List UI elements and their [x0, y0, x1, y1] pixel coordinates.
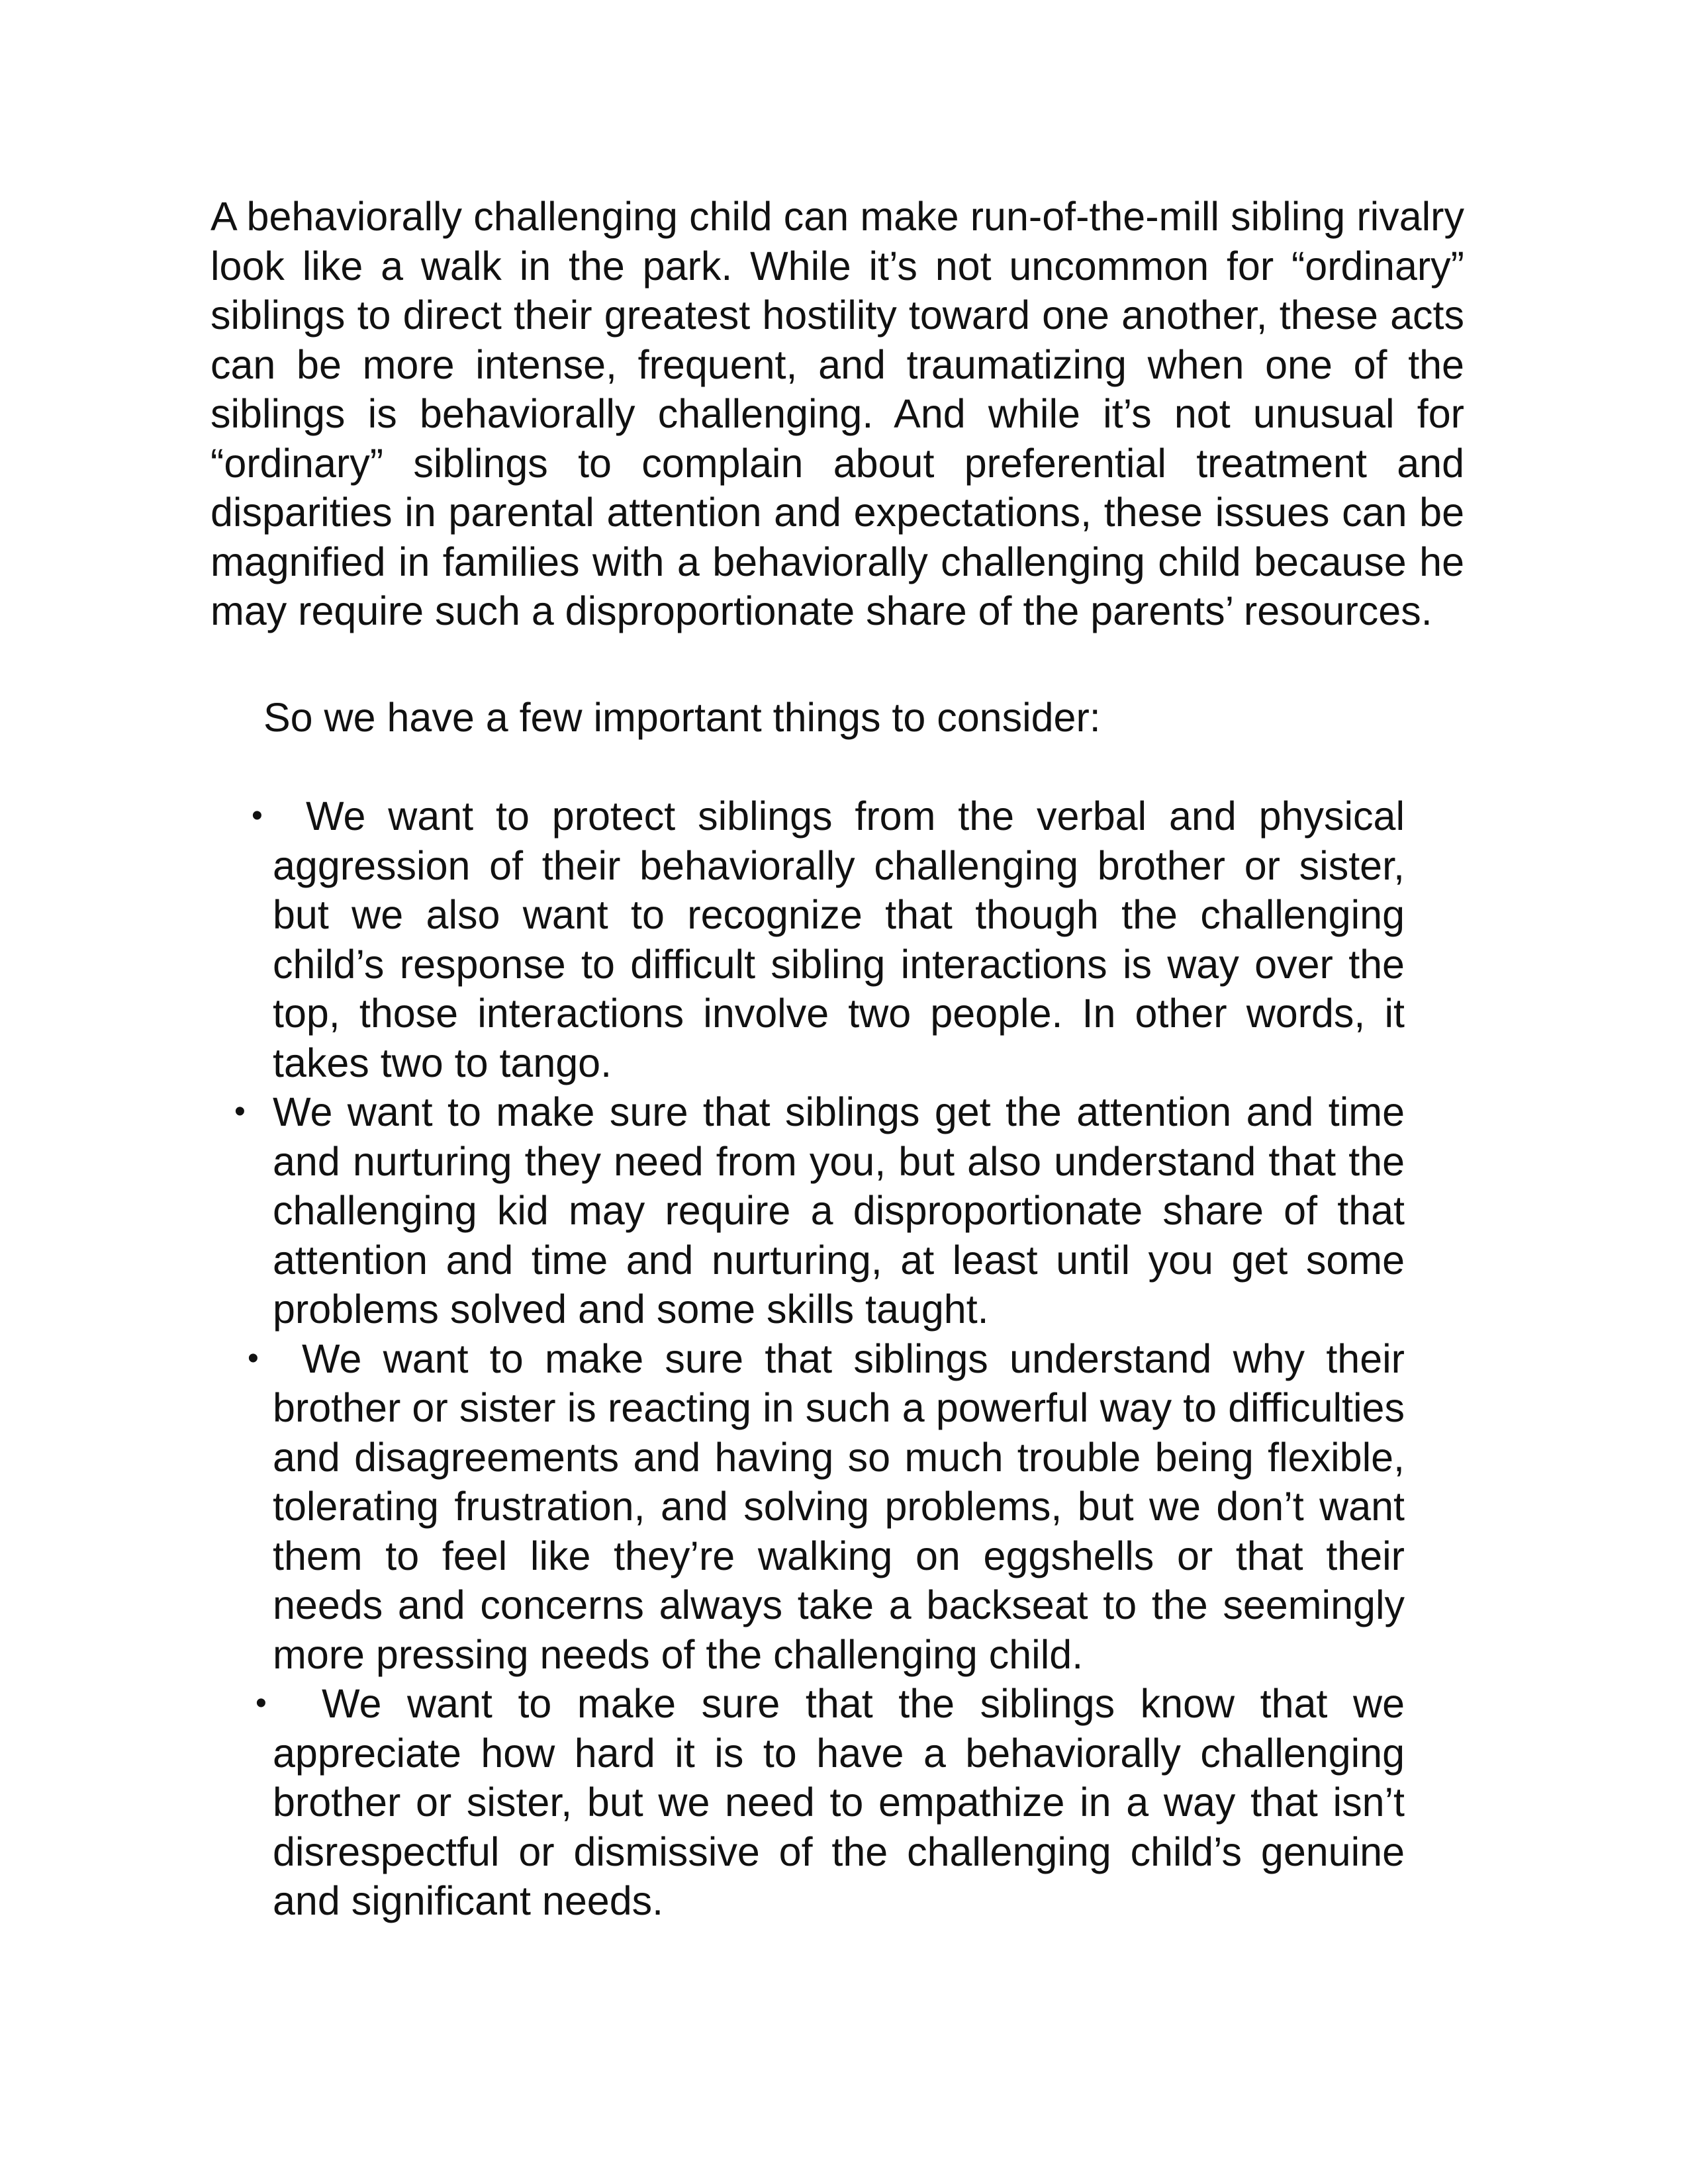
list-item-text: We want to make sure that the siblings know that we appreciate how hard it is to have a behaviorally challenging brother or sister, but we need to empathize in a way that isn’t disrespectful or dismissive of the challenging child’s genuine and significant needs. — [273, 1681, 1405, 1923]
intro-paragraph: A behaviorally challenging child can make run-of-the-mill sibling rivalry look like a walk in the park. While it’s not uncommon for “ordinary” siblings to direct their greatest hostility toward one another, these acts can be more intense, frequent, and traumatizing when one of the siblings is behaviorally challenging. And while it’s not unusual for “ordinary” siblings to complain about preferential treatment and disparities in parental attention and expectations, these issues can be magnified in families with a behaviorally challenging child because he may require such a disproportionate share of the parents’ resources. — [211, 194, 1464, 633]
bullet-icon: • — [256, 1686, 267, 1721]
list-item — [252, 792, 1405, 1087]
bullet-icon: • — [234, 1094, 246, 1129]
list-item — [248, 1334, 1405, 1680]
list-item — [256, 1679, 1405, 1926]
bullet-icon: • — [252, 798, 263, 833]
list-item-text: We want to make sure that siblings get the attention and time and nurturing they need from you, but also understand that the challenging kid may require a disproportionate share of that attention and time and nurturing, at least until you get some problems solved and some skills taught. — [273, 1089, 1405, 1332]
considerations-list — [234, 792, 1405, 1926]
list-item — [234, 1087, 1405, 1334]
list-item-text: We want to protect siblings from the verbal and physical aggression of their behaviorally challenging brother or sister, but we also want to recognize that though the challenging child’s response to difficult sibling interactions is way over the top, those interactions involve two people. In other words, it takes two to tango. — [273, 794, 1405, 1085]
list-item-text: We want to make sure that siblings understand why their brother or sister is reacting in such a powerful way to difficulties and disagreements and having so much trouble being flexible, tolerating frustration, and solving problems, but we don’t want them to feel like they’re walking on eggshells or that their needs and concerns always take a backseat to the seemingly more pressing needs of the challenging child. — [273, 1336, 1405, 1677]
lead-in-sentence: So we have a few important things to consider: — [263, 695, 1101, 740]
bullet-icon: • — [248, 1340, 259, 1376]
